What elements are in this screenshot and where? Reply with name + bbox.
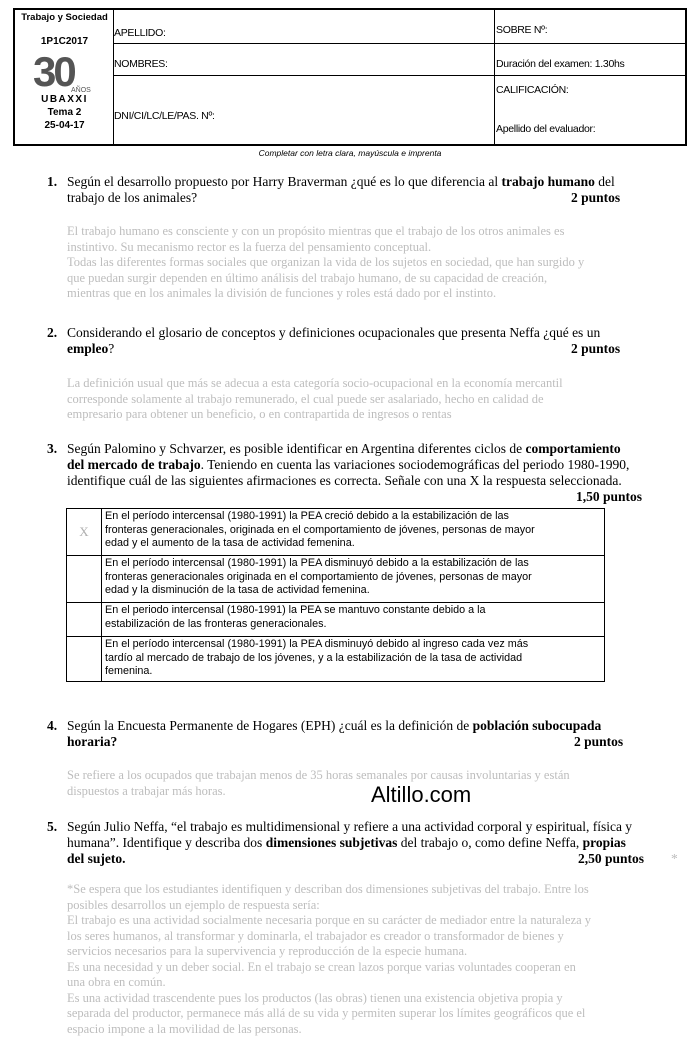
question-line: Según Julio Neffa, “el trabajo es multidimensional y refiere a una actividad corporal y espiritual, física y bbox=[67, 819, 633, 834]
answer-line: La definición usual que más se adecua a esta categoría socio-ocupacional en la economía mercantil bbox=[67, 376, 563, 390]
exam-code: 1P1C2017 bbox=[40, 36, 89, 47]
answer-line: servicios necesarios para la supervivencia y reproducción de la especie humana. bbox=[67, 944, 468, 958]
option-row[interactable] bbox=[67, 556, 605, 603]
question-line: Según la Encuesta Permanente de Hogares (EPH) ¿cuál es la definición de población subocupada bbox=[67, 718, 602, 733]
option-text: En el período intercensal (1980-1991) la PEA disminuyó debido a la estabilización de las fronteras generacionales originada en el comportamiento de jóvenes, personas de mayor edad y la disminución de la tasa de actividad femenina. bbox=[102, 556, 605, 603]
answer-1 bbox=[67, 224, 683, 302]
option-text: En el período intercensal (1980-1991) la PEA disminuyó debido al ingreso cada vez más tardío al mercado de trabajo de los jóvenes, y a la estabilización de la tasa de actividad femenina. bbox=[102, 637, 605, 682]
answer-line: Es una actividad trascendente pues los productos (las obras) tienen una existencia objetiva propia y bbox=[67, 990, 563, 1005]
question-line: empleo? 2 puntos bbox=[67, 341, 621, 356]
exam-tema: Tema 2 bbox=[47, 107, 82, 118]
answer-line: Es una necesidad y un deber social. En el trabajo se crean lazos porque varias voluntades cooperan en bbox=[67, 959, 576, 974]
answer-line: una obra en común. bbox=[67, 975, 166, 989]
option-checkbox[interactable] bbox=[67, 603, 102, 637]
uba-30-logo bbox=[33, 50, 95, 94]
logo-number: 30 bbox=[33, 50, 74, 94]
answer-line: El trabajo es una actividad socialmente necesaria porque en su carácter de mediador entre la naturaleza y bbox=[67, 913, 592, 927]
question-line: horaria? 2 puntos bbox=[67, 734, 624, 749]
evaluator-field: Apellido del evaluador: bbox=[496, 123, 596, 135]
duration-label: Duración del examen: 1.30hs bbox=[496, 58, 625, 70]
answer-5 bbox=[67, 882, 683, 1037]
question-line: del mercado de trabajo. Teniendo en cuenta las variaciones sociodemográficas del periodo 1980-1990, bbox=[67, 457, 630, 472]
question-3 bbox=[67, 441, 683, 505]
question-line: identifique cuál de las siguientes afirmaciones es correcta. Señale con una X la respuesta seleccionada. bbox=[67, 473, 622, 488]
answer-line: los seres humanos, al transformar y dominarla, el trabajador es creador o transformador de bienes y bbox=[67, 928, 564, 943]
question-line: Según Palomino y Schvarzer, es posible identificar en Argentina diferentes ciclos de comportamiento bbox=[67, 441, 621, 456]
header-divider bbox=[114, 43, 494, 44]
question-line: Considerando el glosario de conceptos y definiciones ocupacionales que presenta Neffa ¿qué es un bbox=[67, 325, 601, 340]
logo-anios: AÑOS bbox=[71, 87, 91, 94]
points: 1,50 puntos bbox=[576, 489, 643, 504]
question-2 bbox=[67, 325, 683, 357]
option-row[interactable] bbox=[67, 509, 605, 556]
answer-line: instintivo. Su mecanismo rector es la fuerza del pensamiento conceptual. bbox=[67, 239, 432, 254]
answer-2 bbox=[67, 376, 683, 423]
course-name: Trabajo y Sociedad bbox=[21, 12, 108, 23]
question-number: 4. bbox=[47, 718, 58, 733]
answer-line: *Se espera que los estudiantes identifiquen y describan dos dimensiones subjetivas del trabajo. Entre los bbox=[67, 882, 589, 896]
header-divider-vertical bbox=[494, 10, 495, 144]
option-row[interactable] bbox=[67, 637, 605, 682]
answer-line: El trabajo humano es consciente y con un propósito mientras que el trabajo de los otros animales es bbox=[67, 224, 565, 238]
answer-line: que puedan surgir dependen en último análisis del trabajo humano, de su capacidad de creación, bbox=[67, 270, 548, 285]
answer-line: corresponde solamente al trabajo remunerado, el cual puede ser asalariado, hecho en calidad de bbox=[67, 391, 544, 406]
answer-line: Todas las diferentes formas sociales que organizan la vida de los sujetos en sociedad, que han surgido y bbox=[67, 255, 585, 269]
exam-header bbox=[13, 8, 687, 146]
question-number: 3. bbox=[47, 441, 58, 456]
calificacion-field: CALIFICACIÓN: bbox=[496, 84, 569, 96]
answer-line: posibles desarrollos un ejemplo de respuesta sería: bbox=[67, 897, 320, 912]
question-line: humana”. Identifique y describa dos dimensiones subjetivas del trabajo o, como define Neffa, propias bbox=[67, 835, 626, 850]
header-divider bbox=[494, 75, 687, 76]
option-checkbox[interactable] bbox=[67, 556, 102, 603]
option-text: En el período intercensal (1980-1991) la PEA creció debido a la estabilización de las fronteras generacionales, originada en el comportamiento de jóvenes, personas de mayor edad y el aumento de la tasa de actividad femenina. bbox=[102, 509, 605, 556]
question-number: 2. bbox=[47, 325, 58, 340]
logo-column bbox=[15, 10, 114, 144]
question-line bbox=[67, 489, 683, 505]
option-text: En el periodo intercensal (1980-1991) la PEA se mantuvo constante debido a la estabilización de las fronteras generacionales. bbox=[102, 603, 605, 637]
answer-line: mientras que en los animales la división de funciones y roles está dado por el instinto. bbox=[67, 286, 497, 300]
answer-line: empresario para obtener un beneficio, o en contrapartida de ingresos o rentas bbox=[67, 407, 452, 421]
header-divider bbox=[114, 75, 494, 76]
question-5 bbox=[67, 819, 683, 867]
apellido-field[interactable]: APELLIDO: bbox=[114, 27, 166, 39]
question-line: Según el desarrollo propuesto por Harry Braverman ¿qué es lo que diferencia al trabajo humano del bbox=[67, 174, 615, 189]
sobre-field[interactable]: SOBRE Nº: bbox=[496, 24, 548, 36]
watermark: Altillo.com bbox=[371, 782, 472, 807]
question-4 bbox=[67, 718, 683, 750]
option-row[interactable] bbox=[67, 603, 605, 637]
dni-field[interactable]: DNI/CI/LC/LE/PAS. Nº: bbox=[114, 110, 215, 122]
points: 2,50 puntos bbox=[578, 851, 645, 866]
question-line: trabajo de los animales? 2 puntos bbox=[67, 190, 621, 205]
exam-date: 25-04-17 bbox=[44, 120, 85, 131]
uba-xxi-label: UBAXXI bbox=[41, 94, 88, 105]
question-line: del sujeto. 2,50 puntos * bbox=[67, 851, 678, 866]
points: 2 puntos bbox=[571, 341, 621, 356]
question-1 bbox=[67, 174, 683, 206]
option-checkbox[interactable] bbox=[67, 637, 102, 682]
question-number: 1. bbox=[47, 174, 58, 189]
answer-line: Se refiere a los ocupados que trabajan menos de 35 horas semanales por causas involuntarias y están bbox=[67, 768, 570, 782]
star-mark: * bbox=[671, 851, 678, 866]
answer-line: dispuestos a trabajar más horas. bbox=[67, 783, 226, 798]
question-number: 5. bbox=[47, 819, 58, 834]
points: 2 puntos bbox=[574, 734, 624, 749]
nombres-field[interactable]: NOMBRES: bbox=[114, 58, 168, 70]
answer-line: separada del productor, permanece más allá de su vida y permiten superar los límites geográficos que el bbox=[67, 1006, 586, 1020]
answer-line: espacio impone a la movilidad de las personas. bbox=[67, 1021, 302, 1036]
option-checkbox[interactable]: X bbox=[67, 509, 102, 556]
options-table bbox=[66, 508, 605, 682]
header-divider bbox=[494, 43, 687, 44]
instructions: Completar con letra clara, mayúscula e imprenta bbox=[258, 148, 442, 158]
points: 2 puntos bbox=[571, 190, 621, 205]
